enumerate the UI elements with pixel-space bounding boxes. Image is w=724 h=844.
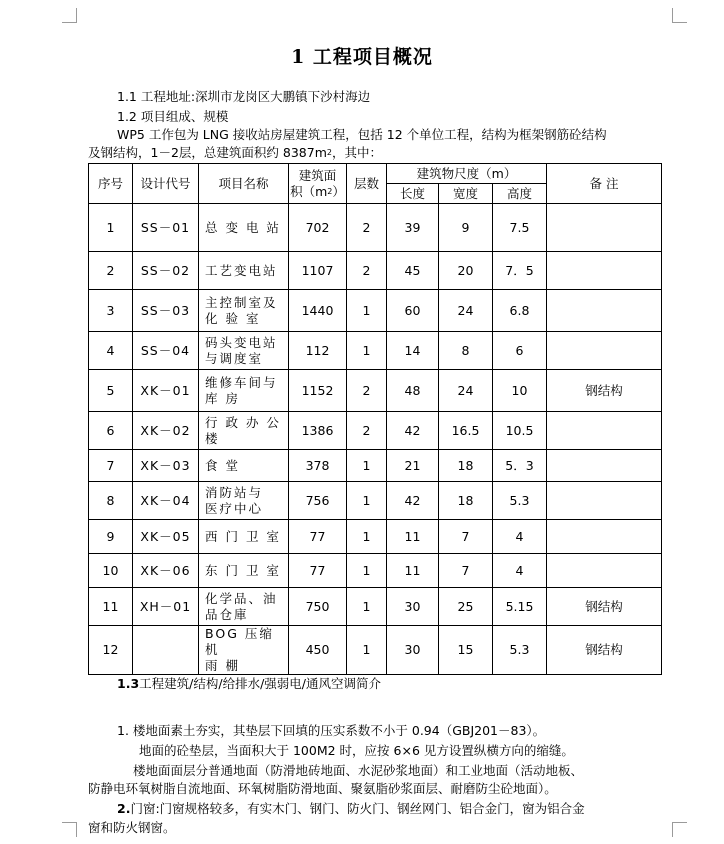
floor-count: 2 xyxy=(347,412,387,450)
header-remark: 备 注 xyxy=(547,164,662,204)
header-no: 序号 xyxy=(89,164,133,204)
project-name: 主控制室及 化 验 室 xyxy=(199,290,289,332)
width-value: 20 xyxy=(439,252,493,290)
height-value: 6.8 xyxy=(493,290,547,332)
project-name: BOG 压缩机 雨 棚 xyxy=(199,626,289,675)
project-name: 码头变电站 与调度室 xyxy=(199,332,289,370)
header-width: 宽度 xyxy=(439,184,493,204)
remark-value: 钢结构 xyxy=(547,588,662,626)
project-name: 食 堂 xyxy=(199,450,289,482)
length-value: 14 xyxy=(387,332,439,370)
row-number: 6 xyxy=(89,412,133,450)
project-name: 工艺变电站 xyxy=(199,252,289,290)
row-number: 8 xyxy=(89,482,133,520)
width-value: 7 xyxy=(439,520,493,554)
project-name: 消防站与 医疗中心 xyxy=(199,482,289,520)
margin-mark-bottom-left xyxy=(62,822,77,837)
row-number: 5 xyxy=(89,370,133,412)
table-row xyxy=(89,204,662,252)
section-1-3-heading: 1.3工程建筑/结构/给排水/强弱电/通风空调简介 xyxy=(117,676,382,691)
scope-line-1: WP5 工作包为 LNG 接收站房屋建筑工程，包括 12 个单位工程，结构为框架钢筋砼结构 xyxy=(117,127,607,142)
paragraph-doors-1: 2.门窗:门窗规格较多，有实木门、钢门、防火门、钢丝网门、铝合金门，窗为铝合金 xyxy=(117,801,585,816)
header-length: 长度 xyxy=(387,184,439,204)
design-code: XK－04 xyxy=(133,482,199,520)
row-number: 9 xyxy=(89,520,133,554)
floor-count: 1 xyxy=(347,332,387,370)
building-area: 750 xyxy=(289,588,347,626)
height-value: 10.5 xyxy=(493,412,547,450)
height-value: 5.3 xyxy=(493,626,547,675)
building-area: 1440 xyxy=(289,290,347,332)
height-value: 5.15 xyxy=(493,588,547,626)
width-value: 15 xyxy=(439,626,493,675)
building-area: 1152 xyxy=(289,370,347,412)
project-name: 维修车间与 库 房 xyxy=(199,370,289,412)
design-code: XK－01 xyxy=(133,370,199,412)
height-value: 4 xyxy=(493,554,547,588)
design-code: XK－02 xyxy=(133,412,199,450)
length-value: 11 xyxy=(387,520,439,554)
floor-count: 1 xyxy=(347,626,387,675)
height-value: 6 xyxy=(493,332,547,370)
height-value: 5.3 xyxy=(493,482,547,520)
building-area: 378 xyxy=(289,450,347,482)
width-value: 25 xyxy=(439,588,493,626)
length-value: 42 xyxy=(387,412,439,450)
table-row xyxy=(89,520,662,554)
header-name: 项目名称 xyxy=(199,164,289,204)
row-number: 4 xyxy=(89,332,133,370)
remark-value xyxy=(547,412,662,450)
table-row xyxy=(89,290,662,332)
building-area: 702 xyxy=(289,204,347,252)
design-code: XH－01 xyxy=(133,588,199,626)
table-row xyxy=(89,332,662,370)
building-area: 1386 xyxy=(289,412,347,450)
header-code: 设计代号 xyxy=(133,164,199,204)
document-title: 1 工程项目概况 xyxy=(291,46,433,68)
design-code: SS－02 xyxy=(133,252,199,290)
building-area: 77 xyxy=(289,520,347,554)
design-code: XK－03 xyxy=(133,450,199,482)
paragraph-floor-1: 1. 楼地面素土夯实，其垫层下回填的压实系数不小于 0.94（GBJ201－83）。 xyxy=(117,723,546,738)
table-row xyxy=(89,626,662,675)
width-value: 9 xyxy=(439,204,493,252)
margin-mark-top-left xyxy=(62,8,77,23)
design-code: SS－03 xyxy=(133,290,199,332)
table-row xyxy=(89,482,662,520)
width-value: 16.5 xyxy=(439,412,493,450)
row-number: 2 xyxy=(89,252,133,290)
width-value: 7 xyxy=(439,554,493,588)
project-name: 总 变 电 站 xyxy=(199,204,289,252)
floor-count: 1 xyxy=(347,588,387,626)
project-name: 东 门 卫 室 xyxy=(199,554,289,588)
remark-value: 钢结构 xyxy=(547,626,662,675)
project-address: 1.1 工程地址:深圳市龙岗区大鹏镇下沙村海边 xyxy=(117,89,371,104)
floor-count: 1 xyxy=(347,520,387,554)
height-value: 7.5 xyxy=(493,204,547,252)
design-code: SS－01 xyxy=(133,204,199,252)
margin-mark-bottom-right xyxy=(672,822,687,837)
paragraph-doors-2: 窗和防火钢窗。 xyxy=(88,820,176,835)
row-number: 3 xyxy=(89,290,133,332)
length-value: 48 xyxy=(387,370,439,412)
project-composition-heading: 1.2 项目组成、规模 xyxy=(117,109,229,124)
header-dimensions: 建筑物尺度（m） xyxy=(387,164,547,184)
building-area: 112 xyxy=(289,332,347,370)
header-floors: 层数 xyxy=(347,164,387,204)
table-row xyxy=(89,450,662,482)
table-row xyxy=(89,370,662,412)
floor-count: 1 xyxy=(347,450,387,482)
remark-value xyxy=(547,450,662,482)
width-value: 18 xyxy=(439,450,493,482)
width-value: 24 xyxy=(439,370,493,412)
design-code: XK－05 xyxy=(133,520,199,554)
remark-value xyxy=(547,252,662,290)
paragraph-floor-4: 防静电环氧树脂自流地面、环氧树脂防滑地面、聚氨脂砂浆面层、耐磨防尘砼地面）。 xyxy=(88,781,557,796)
paragraph-floor-2: 地面的砼垫层，当面积大于 100M2 时，应按 6×6 见方设置纵横方向的缩缝。 xyxy=(139,743,574,758)
design-code: XK－06 xyxy=(133,554,199,588)
length-value: 42 xyxy=(387,482,439,520)
building-area: 450 xyxy=(289,626,347,675)
row-number: 12 xyxy=(89,626,133,675)
building-table xyxy=(88,163,662,675)
scope-line-2: 及钢结构，1－2层，总建筑面积约 $8387m^2$，其中： xyxy=(88,145,382,160)
floor-count: 2 xyxy=(347,252,387,290)
height-value: 7．5 xyxy=(493,252,547,290)
remark-value: 钢结构 xyxy=(547,370,662,412)
remark-value xyxy=(547,482,662,520)
length-value: 45 xyxy=(387,252,439,290)
remark-value xyxy=(547,520,662,554)
row-number: 1 xyxy=(89,204,133,252)
header-area: 建筑面 积$(m^2)$ xyxy=(289,164,347,204)
header-height: 高度 xyxy=(493,184,547,204)
building-area: 1107 xyxy=(289,252,347,290)
design-code xyxy=(133,626,199,675)
project-name: 西 门 卫 室 xyxy=(199,520,289,554)
table-row xyxy=(89,554,662,588)
length-value: 39 xyxy=(387,204,439,252)
paragraph-floor-3: 楼地面面层分普通地面（防滑地砖地面、水泥砂浆地面）和工业地面（活动地板、 xyxy=(133,763,584,778)
margin-mark-top-right xyxy=(672,8,687,23)
length-value: 30 xyxy=(387,626,439,675)
floor-count: 1 xyxy=(347,482,387,520)
table-row xyxy=(89,412,662,450)
remark-value xyxy=(547,290,662,332)
width-value: 24 xyxy=(439,290,493,332)
height-value: 10 xyxy=(493,370,547,412)
width-value: 8 xyxy=(439,332,493,370)
remark-value xyxy=(547,332,662,370)
row-number: 10 xyxy=(89,554,133,588)
table-row xyxy=(89,588,662,626)
table-row xyxy=(89,252,662,290)
row-number: 7 xyxy=(89,450,133,482)
height-value: 4 xyxy=(493,520,547,554)
length-value: 30 xyxy=(387,588,439,626)
row-number: 11 xyxy=(89,588,133,626)
building-area: 77 xyxy=(289,554,347,588)
project-name: 化学品、油 品仓庫 xyxy=(199,588,289,626)
height-value: 5．3 xyxy=(493,450,547,482)
design-code: SS－04 xyxy=(133,332,199,370)
width-value: 18 xyxy=(439,482,493,520)
floor-count: 1 xyxy=(347,290,387,332)
project-name: 行 政 办 公 楼 xyxy=(199,412,289,450)
floor-count: 2 xyxy=(347,370,387,412)
length-value: 21 xyxy=(387,450,439,482)
floor-count: 2 xyxy=(347,204,387,252)
building-area: 756 xyxy=(289,482,347,520)
remark-value xyxy=(547,554,662,588)
remark-value xyxy=(547,204,662,252)
length-value: 60 xyxy=(387,290,439,332)
floor-count: 1 xyxy=(347,554,387,588)
length-value: 11 xyxy=(387,554,439,588)
